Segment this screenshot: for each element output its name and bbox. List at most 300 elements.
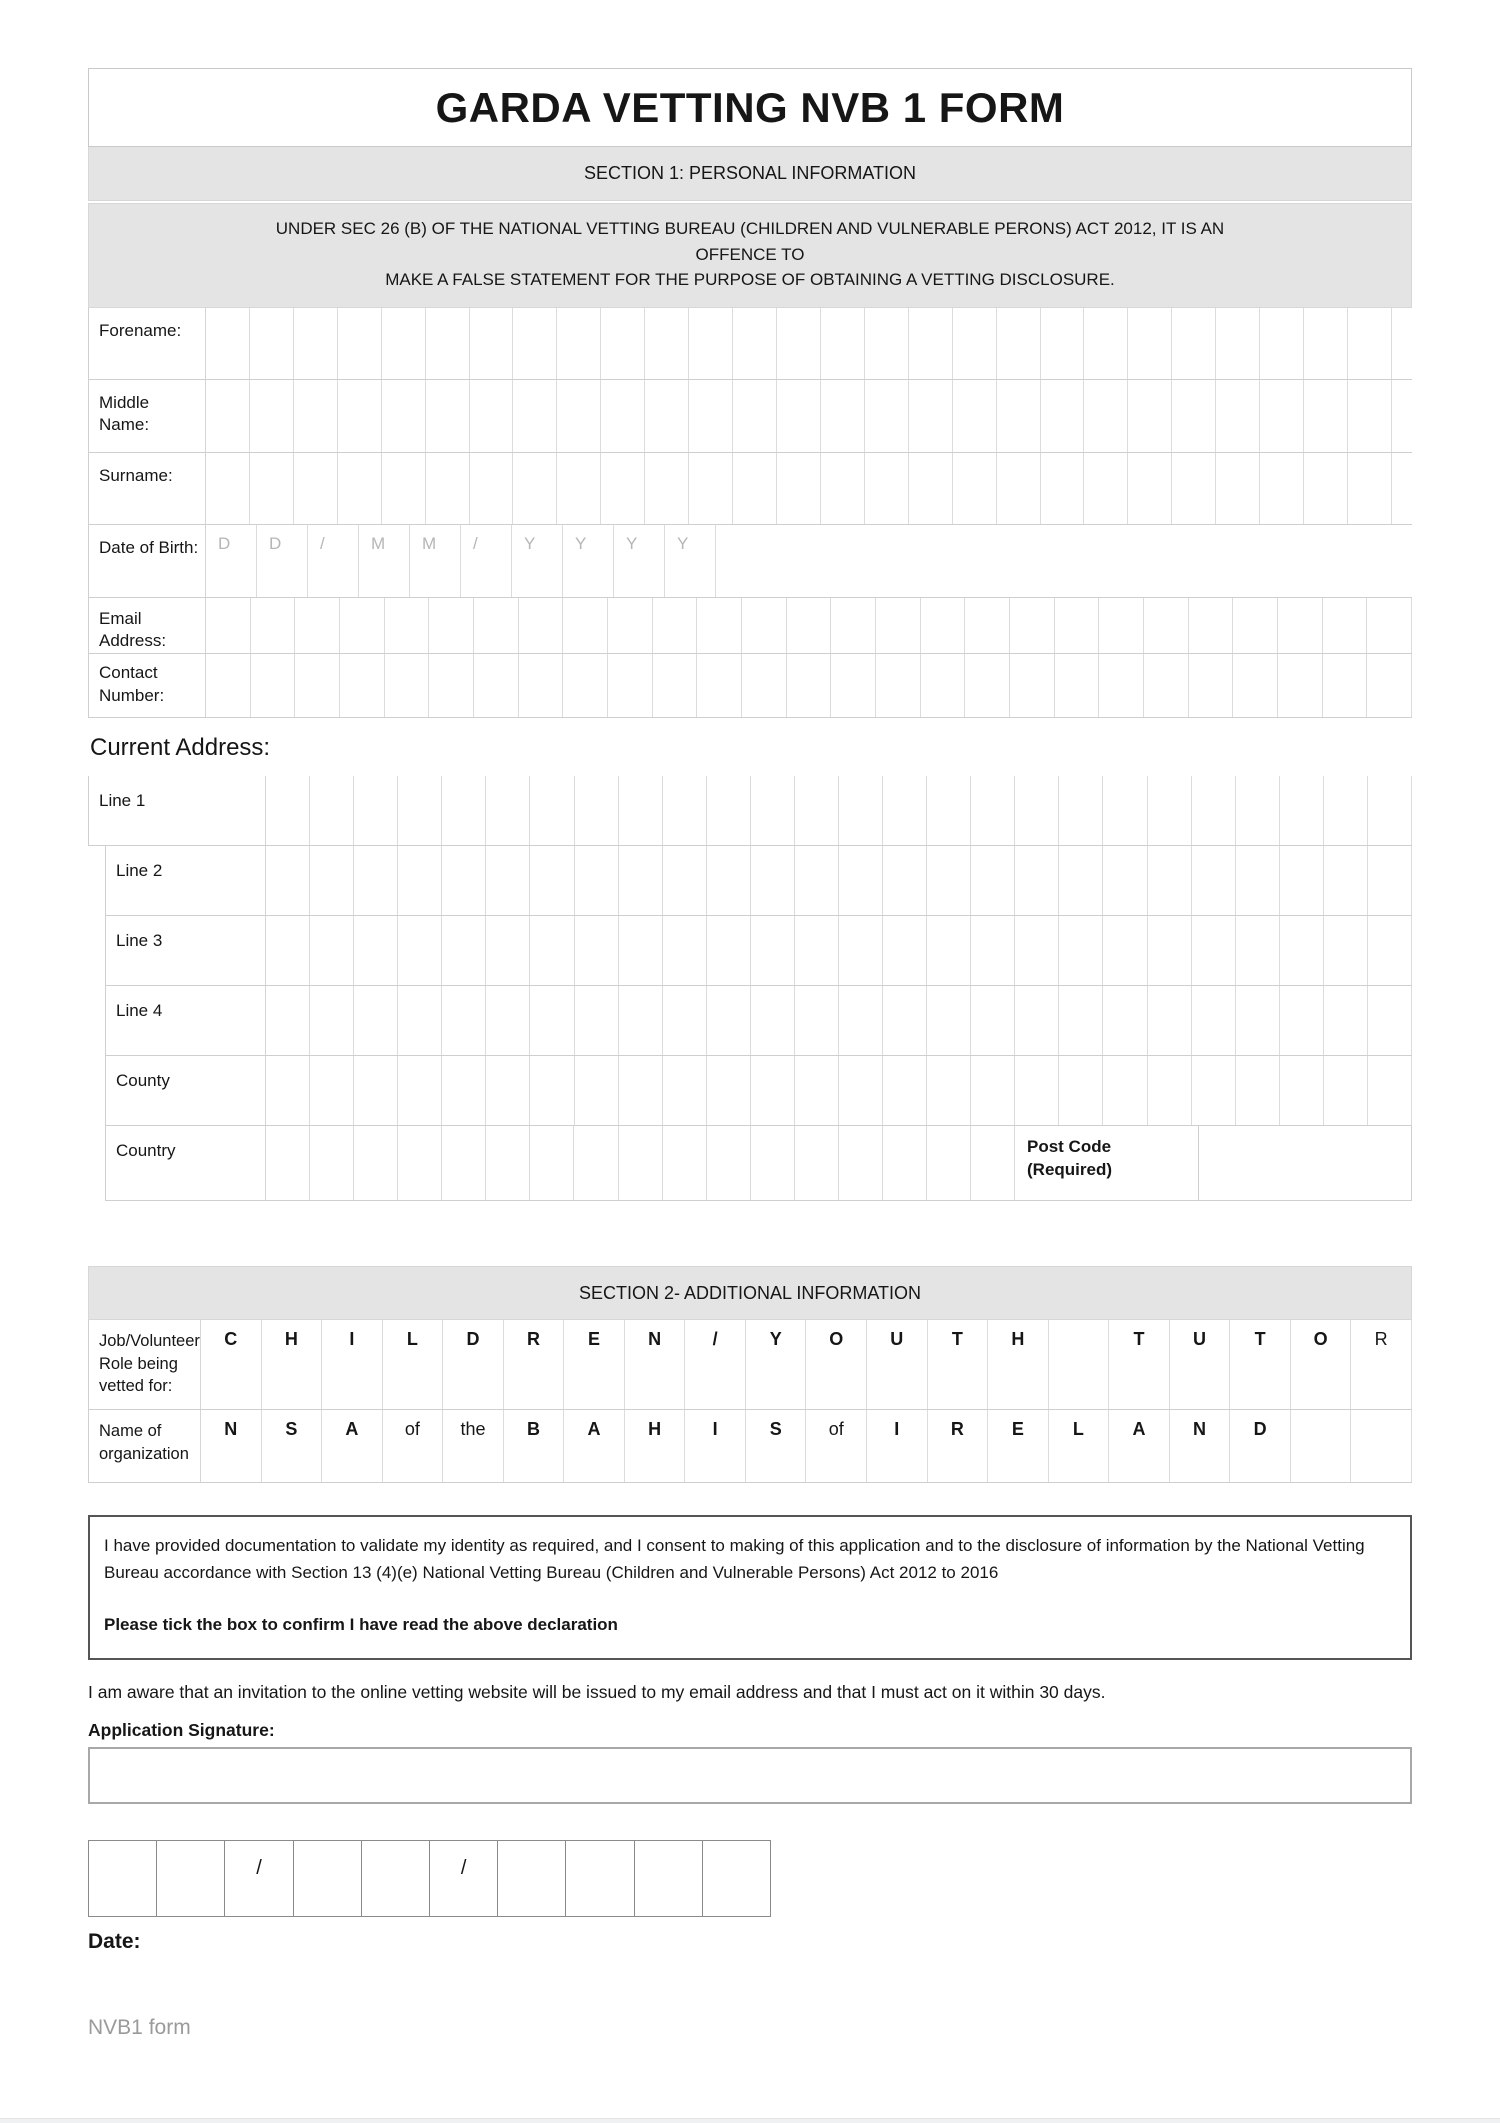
char-cell[interactable]	[362, 1841, 430, 1916]
char-cell[interactable]	[1084, 308, 1128, 379]
char-cell[interactable]	[1099, 598, 1144, 654]
char-cell[interactable]	[470, 380, 514, 452]
char-cell[interactable]	[1304, 453, 1348, 524]
char-cell[interactable]	[831, 598, 876, 654]
char-cell[interactable]: O	[1291, 1320, 1352, 1409]
char-cell[interactable]	[909, 308, 953, 379]
char-cell[interactable]: the	[443, 1410, 504, 1482]
char-cell[interactable]	[1291, 1410, 1352, 1482]
char-cell[interactable]	[645, 380, 689, 452]
char-cell[interactable]	[563, 598, 608, 654]
char-cell[interactable]	[1236, 776, 1280, 845]
char-cell[interactable]	[1055, 654, 1100, 717]
char-cell[interactable]	[876, 598, 921, 654]
char-cell[interactable]	[635, 1841, 703, 1916]
char-cell[interactable]	[442, 1126, 486, 1200]
char-cell[interactable]	[839, 916, 883, 985]
char-cell[interactable]	[530, 846, 574, 915]
char-cell[interactable]: O	[806, 1320, 867, 1409]
char-cell[interactable]	[795, 1126, 839, 1200]
char-cell[interactable]	[266, 916, 310, 985]
char-cell[interactable]	[883, 1056, 927, 1125]
char-cell[interactable]	[965, 598, 1010, 654]
char-cell[interactable]	[839, 1056, 883, 1125]
char-cell[interactable]	[1148, 986, 1192, 1055]
char-cell[interactable]	[294, 308, 338, 379]
char-cell[interactable]	[707, 1126, 751, 1200]
char-cell[interactable]	[927, 1126, 971, 1200]
char-cell[interactable]	[1324, 1056, 1368, 1125]
char-cell[interactable]	[619, 1056, 663, 1125]
char-cell[interactable]	[338, 453, 382, 524]
char-cell[interactable]	[751, 1056, 795, 1125]
postcode-cell[interactable]	[1199, 1126, 1412, 1200]
char-cell[interactable]	[442, 776, 486, 845]
char-cell[interactable]	[971, 846, 1015, 915]
char-cell[interactable]	[557, 308, 601, 379]
char-cell[interactable]	[498, 1841, 566, 1916]
char-cell[interactable]	[206, 308, 250, 379]
char-cell[interactable]	[530, 776, 574, 845]
char-cell[interactable]: A	[322, 1410, 383, 1482]
char-cell[interactable]	[1144, 598, 1189, 654]
char-cell[interactable]	[821, 453, 865, 524]
char-cell[interactable]	[1103, 986, 1147, 1055]
char-cell[interactable]	[1059, 916, 1103, 985]
char-cell[interactable]	[1236, 846, 1280, 915]
char-cell[interactable]	[310, 1056, 354, 1125]
char-cell[interactable]	[1049, 1320, 1110, 1409]
char-cell[interactable]: D	[206, 525, 257, 597]
char-cell[interactable]: B	[504, 1410, 565, 1482]
char-cell[interactable]: of	[383, 1410, 444, 1482]
char-cell[interactable]	[89, 1841, 157, 1916]
char-cell[interactable]	[1216, 380, 1260, 452]
char-cell[interactable]	[645, 308, 689, 379]
char-cell[interactable]	[354, 916, 398, 985]
char-cell[interactable]	[997, 380, 1041, 452]
char-cell[interactable]	[883, 916, 927, 985]
char-cell[interactable]	[707, 986, 751, 1055]
char-cell[interactable]: Y	[746, 1320, 807, 1409]
char-cell[interactable]	[442, 916, 486, 985]
char-cell[interactable]	[601, 453, 645, 524]
char-cell[interactable]	[157, 1841, 225, 1916]
char-cell[interactable]	[1304, 308, 1348, 379]
char-cell[interactable]: /	[461, 525, 512, 597]
char-cell[interactable]	[1015, 1056, 1059, 1125]
char-cell[interactable]	[206, 453, 250, 524]
char-cell[interactable]	[1280, 776, 1324, 845]
char-cell[interactable]	[474, 598, 519, 654]
char-cell[interactable]	[1192, 846, 1236, 915]
char-cell[interactable]	[1324, 916, 1368, 985]
char-cell[interactable]	[1192, 776, 1236, 845]
char-cell[interactable]	[266, 846, 310, 915]
char-cell[interactable]	[486, 1126, 530, 1200]
char-cell[interactable]	[1189, 598, 1234, 654]
char-cell[interactable]	[663, 776, 707, 845]
char-cell[interactable]	[953, 453, 997, 524]
char-cell[interactable]	[442, 846, 486, 915]
char-cell[interactable]	[971, 986, 1015, 1055]
char-cell[interactable]	[839, 776, 883, 845]
char-cell[interactable]	[530, 1126, 574, 1200]
char-cell[interactable]	[971, 776, 1015, 845]
char-cell[interactable]: L	[1049, 1410, 1110, 1482]
char-cell[interactable]	[354, 1056, 398, 1125]
char-cell[interactable]	[1236, 986, 1280, 1055]
char-cell[interactable]	[751, 846, 795, 915]
char-cell[interactable]	[1236, 916, 1280, 985]
char-cell[interactable]: /	[308, 525, 359, 597]
char-cell[interactable]	[703, 1841, 770, 1916]
char-cell[interactable]	[1260, 308, 1304, 379]
char-cell[interactable]	[294, 1841, 362, 1916]
char-cell[interactable]: D	[443, 1320, 504, 1409]
char-cell[interactable]	[601, 308, 645, 379]
char-cell[interactable]	[953, 380, 997, 452]
char-cell[interactable]: D	[257, 525, 308, 597]
char-cell[interactable]	[1278, 654, 1323, 717]
char-cell[interactable]	[883, 776, 927, 845]
char-cell[interactable]	[557, 380, 601, 452]
char-cell[interactable]	[1233, 654, 1278, 717]
char-cell[interactable]	[1368, 1056, 1412, 1125]
char-cell[interactable]	[1216, 453, 1260, 524]
char-cell[interactable]	[795, 986, 839, 1055]
char-cell[interactable]	[971, 1126, 1015, 1200]
char-cell[interactable]	[927, 916, 971, 985]
char-cell[interactable]: Y	[614, 525, 665, 597]
char-cell[interactable]	[909, 453, 953, 524]
char-cell[interactable]	[707, 916, 751, 985]
char-cell[interactable]	[1015, 916, 1059, 985]
char-cell[interactable]	[663, 986, 707, 1055]
char-cell[interactable]	[1128, 380, 1172, 452]
char-cell[interactable]	[645, 453, 689, 524]
char-cell[interactable]	[921, 598, 966, 654]
char-cell[interactable]	[1348, 380, 1392, 452]
char-cell[interactable]	[1084, 380, 1128, 452]
char-cell[interactable]	[839, 846, 883, 915]
char-cell[interactable]	[563, 654, 608, 717]
char-cell[interactable]	[1236, 1056, 1280, 1125]
char-cell[interactable]	[429, 598, 474, 654]
char-cell[interactable]: H	[625, 1410, 686, 1482]
char-cell[interactable]	[266, 1126, 310, 1200]
char-cell[interactable]: N	[625, 1320, 686, 1409]
char-cell[interactable]	[839, 986, 883, 1055]
char-cell[interactable]	[821, 308, 865, 379]
char-cell[interactable]	[354, 776, 398, 845]
char-cell[interactable]	[530, 986, 574, 1055]
char-cell[interactable]	[927, 1056, 971, 1125]
char-cell[interactable]	[295, 654, 340, 717]
char-cell[interactable]	[831, 654, 876, 717]
char-cell[interactable]	[865, 453, 909, 524]
char-cell[interactable]	[751, 986, 795, 1055]
char-cell[interactable]	[470, 453, 514, 524]
char-cell[interactable]	[250, 380, 294, 452]
char-cell[interactable]	[575, 776, 619, 845]
char-cell[interactable]: H	[262, 1320, 323, 1409]
char-cell[interactable]	[697, 598, 742, 654]
char-cell[interactable]	[382, 308, 426, 379]
char-cell[interactable]	[1368, 846, 1412, 915]
char-cell[interactable]	[619, 776, 663, 845]
char-cell[interactable]	[338, 308, 382, 379]
char-cell[interactable]	[398, 916, 442, 985]
char-cell[interactable]	[1324, 986, 1368, 1055]
char-cell[interactable]	[557, 453, 601, 524]
char-cell[interactable]	[1280, 916, 1324, 985]
char-cell[interactable]: I	[867, 1410, 928, 1482]
char-cell[interactable]	[619, 916, 663, 985]
char-cell[interactable]: U	[1170, 1320, 1231, 1409]
char-cell[interactable]	[777, 453, 821, 524]
char-cell[interactable]	[1015, 776, 1059, 845]
char-cell[interactable]: R	[504, 1320, 565, 1409]
char-cell[interactable]: M	[410, 525, 461, 597]
char-cell[interactable]	[1189, 654, 1234, 717]
char-cell[interactable]	[398, 776, 442, 845]
char-cell[interactable]	[1367, 598, 1412, 654]
char-cell[interactable]	[250, 308, 294, 379]
char-cell[interactable]	[653, 598, 698, 654]
char-cell[interactable]	[733, 380, 777, 452]
char-cell[interactable]: L	[383, 1320, 444, 1409]
char-cell[interactable]	[619, 846, 663, 915]
char-cell[interactable]	[965, 654, 1010, 717]
char-cell[interactable]	[795, 846, 839, 915]
char-cell[interactable]	[338, 380, 382, 452]
char-cell[interactable]	[1059, 986, 1103, 1055]
char-cell[interactable]	[251, 598, 296, 654]
char-cell[interactable]	[486, 986, 530, 1055]
char-cell[interactable]	[689, 453, 733, 524]
char-cell[interactable]	[575, 916, 619, 985]
char-cell[interactable]	[470, 308, 514, 379]
char-cell[interactable]	[206, 654, 251, 717]
char-cell[interactable]	[426, 380, 470, 452]
char-cell[interactable]: T	[928, 1320, 989, 1409]
char-cell[interactable]	[601, 380, 645, 452]
char-cell[interactable]: Y	[665, 525, 716, 597]
char-cell[interactable]	[787, 654, 832, 717]
char-cell[interactable]: I	[685, 1410, 746, 1482]
char-cell[interactable]	[608, 654, 653, 717]
char-cell[interactable]	[971, 1056, 1015, 1125]
char-cell[interactable]: E	[564, 1320, 625, 1409]
char-cell[interactable]	[206, 598, 251, 654]
char-cell[interactable]	[250, 453, 294, 524]
char-cell[interactable]	[310, 916, 354, 985]
char-cell[interactable]: R	[928, 1410, 989, 1482]
char-cell[interactable]	[1099, 654, 1144, 717]
char-cell[interactable]: /	[225, 1841, 293, 1916]
char-cell[interactable]	[1216, 308, 1260, 379]
char-cell[interactable]	[1144, 654, 1189, 717]
char-cell[interactable]	[883, 986, 927, 1055]
char-cell[interactable]	[294, 453, 338, 524]
char-cell[interactable]	[1148, 776, 1192, 845]
char-cell[interactable]	[1278, 598, 1323, 654]
char-cell[interactable]	[442, 1056, 486, 1125]
char-cell[interactable]	[519, 598, 564, 654]
char-cell[interactable]	[619, 986, 663, 1055]
char-cell[interactable]	[385, 598, 430, 654]
char-cell[interactable]	[795, 776, 839, 845]
char-cell[interactable]	[1172, 380, 1216, 452]
char-cell[interactable]	[1323, 598, 1368, 654]
char-cell[interactable]: /	[685, 1320, 746, 1409]
char-cell[interactable]	[821, 380, 865, 452]
char-cell[interactable]	[1280, 986, 1324, 1055]
char-cell[interactable]	[777, 380, 821, 452]
char-cell[interactable]: Y	[512, 525, 563, 597]
char-cell[interactable]	[927, 986, 971, 1055]
char-cell[interactable]	[1041, 308, 1085, 379]
char-cell[interactable]	[795, 1056, 839, 1125]
char-cell[interactable]: N	[201, 1410, 262, 1482]
char-cell[interactable]	[619, 1126, 663, 1200]
char-cell[interactable]	[1010, 654, 1055, 717]
char-cell[interactable]	[1260, 453, 1304, 524]
char-cell[interactable]	[1368, 986, 1412, 1055]
char-cell[interactable]	[1148, 916, 1192, 985]
char-cell[interactable]	[787, 598, 832, 654]
char-cell[interactable]	[1351, 1410, 1412, 1482]
char-cell[interactable]	[486, 846, 530, 915]
char-cell[interactable]: of	[806, 1410, 867, 1482]
char-cell[interactable]	[486, 776, 530, 845]
char-cell[interactable]	[486, 1056, 530, 1125]
char-cell[interactable]	[575, 1056, 619, 1125]
char-cell[interactable]	[1192, 1056, 1236, 1125]
char-cell[interactable]: U	[867, 1320, 928, 1409]
char-cell[interactable]	[751, 916, 795, 985]
char-cell[interactable]	[883, 846, 927, 915]
char-cell[interactable]: T	[1230, 1320, 1291, 1409]
char-cell[interactable]	[1233, 598, 1278, 654]
char-cell[interactable]: S	[746, 1410, 807, 1482]
char-cell[interactable]	[1172, 308, 1216, 379]
char-cell[interactable]	[1128, 308, 1172, 379]
char-cell[interactable]	[1128, 453, 1172, 524]
char-cell[interactable]	[997, 453, 1041, 524]
char-cell[interactable]	[251, 654, 296, 717]
char-cell[interactable]	[310, 776, 354, 845]
char-cell[interactable]	[927, 846, 971, 915]
char-cell[interactable]: N	[1170, 1410, 1231, 1482]
char-cell[interactable]	[575, 846, 619, 915]
char-cell[interactable]	[266, 986, 310, 1055]
char-cell[interactable]: Y	[563, 525, 614, 597]
char-cell[interactable]	[429, 654, 474, 717]
char-cell[interactable]	[1103, 1056, 1147, 1125]
char-cell[interactable]	[398, 1056, 442, 1125]
char-cell[interactable]	[909, 380, 953, 452]
char-cell[interactable]: E	[988, 1410, 1049, 1482]
char-cell[interactable]	[1368, 776, 1412, 845]
char-cell[interactable]	[733, 453, 777, 524]
char-cell[interactable]	[707, 1056, 751, 1125]
char-cell[interactable]: A	[1109, 1410, 1170, 1482]
char-cell[interactable]	[354, 986, 398, 1055]
char-cell[interactable]	[295, 598, 340, 654]
char-cell[interactable]	[1015, 986, 1059, 1055]
char-cell[interactable]	[426, 453, 470, 524]
char-cell[interactable]	[354, 1126, 398, 1200]
char-cell[interactable]	[1324, 846, 1368, 915]
char-cell[interactable]	[566, 1841, 634, 1916]
char-cell[interactable]	[1280, 1056, 1324, 1125]
char-cell[interactable]	[795, 916, 839, 985]
char-cell[interactable]	[1368, 916, 1412, 985]
char-cell[interactable]	[1280, 846, 1324, 915]
char-cell[interactable]	[751, 776, 795, 845]
char-cell[interactable]	[865, 308, 909, 379]
char-cell[interactable]	[1103, 846, 1147, 915]
char-cell[interactable]: S	[262, 1410, 323, 1482]
char-cell[interactable]: A	[564, 1410, 625, 1482]
signature-field[interactable]	[88, 1747, 1412, 1804]
char-cell[interactable]	[707, 846, 751, 915]
char-cell[interactable]	[751, 1126, 795, 1200]
char-cell[interactable]	[742, 598, 787, 654]
char-cell[interactable]	[266, 1056, 310, 1125]
char-cell[interactable]	[997, 308, 1041, 379]
char-cell[interactable]	[310, 1126, 354, 1200]
char-cell[interactable]	[1260, 380, 1304, 452]
char-cell[interactable]	[1103, 776, 1147, 845]
char-cell[interactable]	[1010, 598, 1055, 654]
char-cell[interactable]	[1041, 453, 1085, 524]
char-cell[interactable]	[310, 846, 354, 915]
char-cell[interactable]	[398, 986, 442, 1055]
char-cell[interactable]	[398, 1126, 442, 1200]
char-cell[interactable]	[426, 308, 470, 379]
char-cell[interactable]	[1367, 654, 1412, 717]
char-cell[interactable]	[663, 846, 707, 915]
char-cell[interactable]	[354, 846, 398, 915]
char-cell[interactable]	[294, 380, 338, 452]
char-cell[interactable]: C	[201, 1320, 262, 1409]
char-cell[interactable]	[206, 380, 250, 452]
char-cell[interactable]	[865, 380, 909, 452]
char-cell[interactable]	[876, 654, 921, 717]
char-cell[interactable]	[382, 380, 426, 452]
char-cell[interactable]	[530, 916, 574, 985]
char-cell[interactable]: M	[359, 525, 410, 597]
char-cell[interactable]: /	[430, 1841, 498, 1916]
char-cell[interactable]	[1324, 776, 1368, 845]
char-cell[interactable]	[1148, 1056, 1192, 1125]
char-cell[interactable]	[310, 986, 354, 1055]
char-cell[interactable]: R	[1351, 1320, 1412, 1409]
char-cell[interactable]: T	[1109, 1320, 1170, 1409]
char-cell[interactable]	[442, 986, 486, 1055]
char-cell[interactable]	[653, 654, 698, 717]
char-cell[interactable]	[689, 380, 733, 452]
char-cell[interactable]	[1148, 846, 1192, 915]
char-cell[interactable]	[733, 308, 777, 379]
char-cell[interactable]	[1059, 1056, 1103, 1125]
char-cell[interactable]	[707, 776, 751, 845]
char-cell[interactable]	[839, 1126, 883, 1200]
char-cell[interactable]	[663, 1126, 707, 1200]
